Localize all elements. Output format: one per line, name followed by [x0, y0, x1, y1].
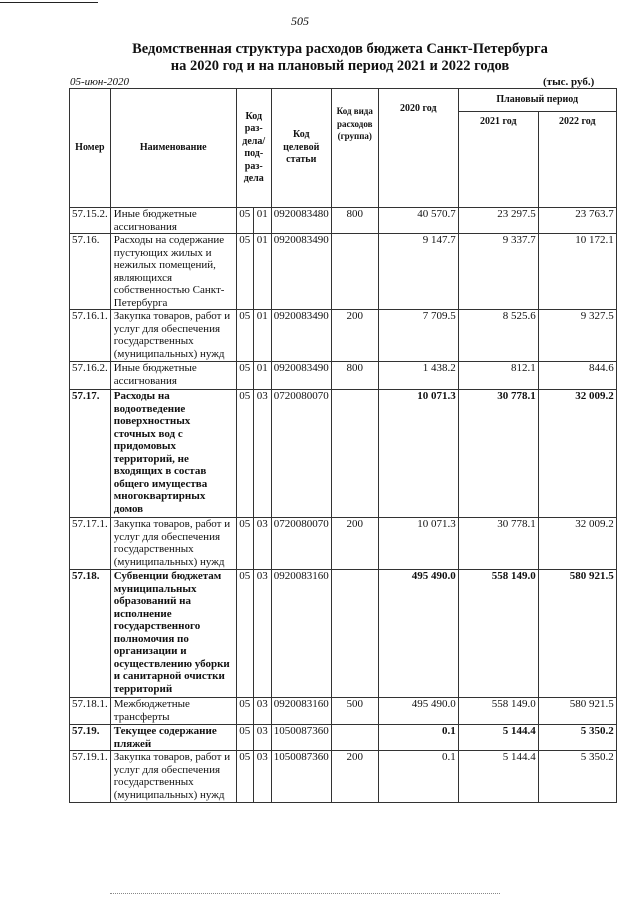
units-label: (тыс. руб.) — [543, 76, 595, 88]
footer-scan-line — [110, 893, 500, 896]
row-value-2022: 844.6 — [538, 362, 616, 390]
table-body — [70, 208, 617, 803]
budget-table — [69, 88, 617, 803]
row-number: 57.15.2. — [70, 208, 111, 234]
row-subsection: 01 — [253, 362, 271, 390]
document-title: Ведомственная структура расходов бюджета Санкт-Петербурга — [132, 41, 548, 57]
table-row — [70, 725, 617, 751]
row-name: Расходы на водоотведение поверхностных сточных вод с придомовых территорий, не входящих в состав общего имущества многоквартирных домов — [110, 390, 236, 518]
row-name: Закупка товаров, работ и услуг для обеспечения государственных (муниципальных) нужд — [110, 518, 236, 570]
row-subsection: 03 — [253, 390, 271, 518]
row-section: 05 — [236, 234, 253, 310]
row-value-2021: 558 149.0 — [458, 698, 538, 725]
row-value-2020: 495 490.0 — [378, 698, 458, 725]
row-subsection: 03 — [253, 725, 271, 751]
row-value-2021: 30 778.1 — [458, 518, 538, 570]
row-expense-type — [331, 725, 378, 751]
row-name: Расходы на содержание пустующих жилых и нежилых помещений, являющихся собственностью Санкт-Петербурга — [110, 234, 236, 310]
row-name: Иные бюджетные ассигнования — [110, 208, 236, 234]
row-target-code: 0920083160 — [271, 698, 331, 725]
row-section: 05 — [236, 725, 253, 751]
row-subsection: 03 — [253, 570, 271, 698]
row-name: Межбюджетные трансферты — [110, 698, 236, 725]
row-value-2021: 558 149.0 — [458, 570, 538, 698]
row-target-code: 1050087360 — [271, 751, 331, 803]
row-value-2020: 495 490.0 — [378, 570, 458, 698]
header-target: Код целевой статьи — [271, 89, 331, 208]
table-row — [70, 698, 617, 725]
table-row — [70, 518, 617, 570]
row-section: 05 — [236, 570, 253, 698]
row-value-2020: 9 147.7 — [378, 234, 458, 310]
row-number: 57.17. — [70, 390, 111, 518]
header-2022: 2022 год — [538, 112, 616, 208]
row-target-code: 0920083490 — [271, 234, 331, 310]
row-value-2022: 10 172.1 — [538, 234, 616, 310]
row-value-2021: 30 778.1 — [458, 390, 538, 518]
row-expense-type: 200 — [331, 310, 378, 362]
row-subsection: 01 — [253, 310, 271, 362]
row-section: 05 — [236, 310, 253, 362]
row-subsection: 01 — [253, 234, 271, 310]
row-value-2021: 8 525.6 — [458, 310, 538, 362]
row-value-2021: 9 337.7 — [458, 234, 538, 310]
row-number: 57.18.1. — [70, 698, 111, 725]
row-section: 05 — [236, 518, 253, 570]
document-date: 05-июн-2020 — [70, 76, 130, 88]
row-value-2022: 32 009.2 — [538, 390, 616, 518]
row-expense-type: 800 — [331, 208, 378, 234]
row-target-code: 1050087360 — [271, 725, 331, 751]
row-target-code: 0920083490 — [271, 310, 331, 362]
header-planned-period: Плановый период — [458, 89, 616, 112]
row-section: 05 — [236, 698, 253, 725]
top-rule — [0, 2, 98, 3]
header-section: Код раз-дела/ под-раз-дела — [236, 89, 271, 208]
table-row — [70, 390, 617, 518]
row-number: 57.16. — [70, 234, 111, 310]
row-value-2021: 23 297.5 — [458, 208, 538, 234]
row-value-2020: 1 438.2 — [378, 362, 458, 390]
table-row — [70, 751, 617, 803]
row-name: Субвенции бюджетам муниципальных образований на исполнение государственного полномочия по организации и осуществлению уборки и санитарной очистки территорий — [110, 570, 236, 698]
row-expense-type: 800 — [331, 362, 378, 390]
row-expense-type — [331, 570, 378, 698]
page-number: 505 — [291, 14, 309, 28]
row-value-2020: 0.1 — [378, 725, 458, 751]
header-number: Номер — [70, 89, 111, 208]
row-expense-type — [331, 390, 378, 518]
row-number: 57.17.1. — [70, 518, 111, 570]
row-subsection: 01 — [253, 208, 271, 234]
row-value-2022: 32 009.2 — [538, 518, 616, 570]
row-value-2020: 40 570.7 — [378, 208, 458, 234]
row-number: 57.16.1. — [70, 310, 111, 362]
row-value-2021: 5 144.4 — [458, 725, 538, 751]
row-value-2022: 5 350.2 — [538, 725, 616, 751]
row-subsection: 03 — [253, 698, 271, 725]
row-name: Иные бюджетные ассигнования — [110, 362, 236, 390]
row-section: 05 — [236, 390, 253, 518]
row-value-2022: 5 350.2 — [538, 751, 616, 803]
row-name: Закупка товаров, работ и услуг для обеспечения государственных (муниципальных) нужд — [110, 310, 236, 362]
header-2020: 2020 год — [378, 89, 458, 208]
table-row — [70, 208, 617, 234]
document-subtitle: на 2020 год и на плановый период 2021 и 2022 годов — [170, 58, 510, 74]
row-section: 05 — [236, 751, 253, 803]
table-row — [70, 362, 617, 390]
table-row — [70, 570, 617, 698]
row-number: 57.16.2. — [70, 362, 111, 390]
row-target-code: 0720080070 — [271, 518, 331, 570]
row-expense-type: 200 — [331, 751, 378, 803]
row-expense-type — [331, 234, 378, 310]
header-expense-type: Код вида расходов (группа) — [331, 89, 378, 208]
row-value-2021: 5 144.4 — [458, 751, 538, 803]
row-target-code: 0720080070 — [271, 390, 331, 518]
row-value-2020: 7 709.5 — [378, 310, 458, 362]
row-name: Закупка товаров, работ и услуг для обеспечения государственных (муниципальных) нужд — [110, 751, 236, 803]
row-subsection: 03 — [253, 518, 271, 570]
table-row — [70, 234, 617, 310]
row-value-2022: 580 921.5 — [538, 698, 616, 725]
row-value-2022: 580 921.5 — [538, 570, 616, 698]
row-value-2022: 23 763.7 — [538, 208, 616, 234]
row-value-2022: 9 327.5 — [538, 310, 616, 362]
table-row — [70, 310, 617, 362]
row-name: Текущее содержание пляжей — [110, 725, 236, 751]
row-section: 05 — [236, 362, 253, 390]
row-expense-type: 500 — [331, 698, 378, 725]
row-subsection: 03 — [253, 751, 271, 803]
row-value-2021: 812.1 — [458, 362, 538, 390]
row-value-2020: 0.1 — [378, 751, 458, 803]
row-number: 57.19.1. — [70, 751, 111, 803]
row-expense-type: 200 — [331, 518, 378, 570]
row-target-code: 0920083490 — [271, 362, 331, 390]
row-section: 05 — [236, 208, 253, 234]
header-name: Наименование — [110, 89, 236, 208]
row-target-code: 0920083480 — [271, 208, 331, 234]
row-target-code: 0920083160 — [271, 570, 331, 698]
header-2021: 2021 год — [458, 112, 538, 208]
row-value-2020: 10 071.3 — [378, 518, 458, 570]
row-number: 57.19. — [70, 725, 111, 751]
row-value-2020: 10 071.3 — [378, 390, 458, 518]
row-number: 57.18. — [70, 570, 111, 698]
